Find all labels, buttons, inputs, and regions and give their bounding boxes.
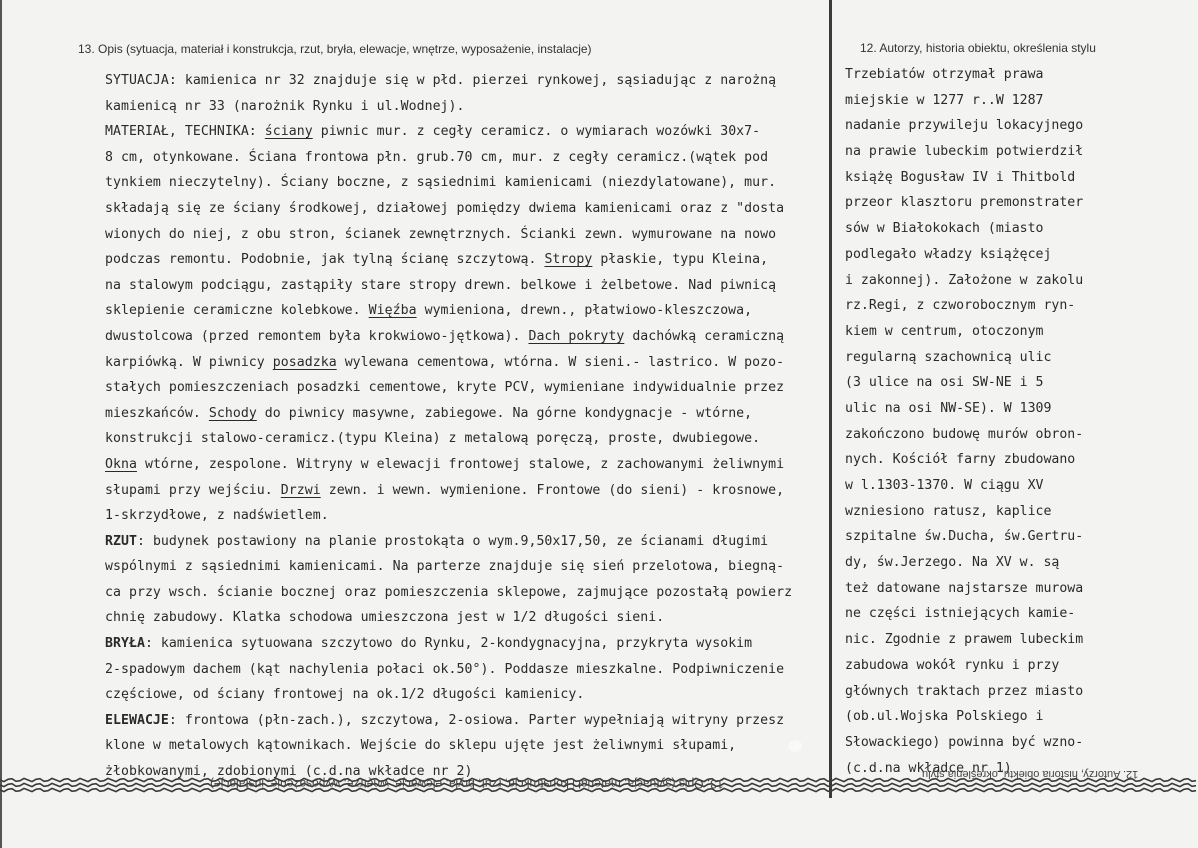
description-line <box>105 631 821 657</box>
description-line <box>105 196 821 222</box>
section-label: BRYŁA <box>105 636 145 652</box>
text-run: tynkiem nieczytelny). Ściany boczne, z sąsiednimi kamienicami (niezdylatowane), mur. <box>105 175 777 191</box>
history-section-header: 12. Autorzy, historia obiektu, określenia stylu <box>860 41 1096 55</box>
history-text-block <box>845 62 1145 781</box>
paper-smudge <box>788 740 802 752</box>
description-line <box>105 657 821 683</box>
history-line: ne części istniejących kamie- <box>845 606 1076 622</box>
text-run: częściowe, od ściany frontowej na ok.1/2 długości kamienicy. <box>105 687 585 703</box>
text-run: dachówką ceramiczną <box>624 328 785 344</box>
description-line <box>105 222 821 248</box>
history-line: nadanie przywileju lokacyjnego <box>845 118 1084 134</box>
description-line <box>105 554 821 580</box>
history-line: (3 ulice na osi SW-NE i 5 <box>845 375 1044 391</box>
text-run: wionych do niej, z obu stron, ścianek zewnętrznych. Ścianki zewn. wymurowane na nowo <box>105 226 777 242</box>
history-line: rz.Regi, z czworobocznym ryn- <box>845 298 1076 314</box>
text-run: SYTUACJA: kamienica nr 32 znajduje się w płd. pierzei rynkowej, sąsiadując z narożną <box>105 73 777 88</box>
text-run: 8 cm, otynkowane. Ściana frontowa płn. grub.70 cm, mur. z cegły ceramicz.(wątek pod <box>105 149 769 165</box>
text-run: do piwnicy masywne, zabiegowe. Na górne kondygnacje - wtórne, <box>256 405 753 421</box>
description-line <box>105 426 821 452</box>
history-line: w l.1303-1370. W ciągu XV <box>845 478 1044 493</box>
underlined-term: Stropy <box>544 252 593 268</box>
text-run: konstrukcji stalowo-ceramicz.(typu Kleina) z metalową poręczą, proste, dwubiegowe. <box>105 431 761 447</box>
text-run: wspólnymi z sąsiednimi kamienicami. Na parterze znajduje się sień przelotowa, biegną- <box>105 559 785 575</box>
history-line: (ob.ul.Wojska Polskiego i <box>845 709 1044 725</box>
text-run: sklepienie ceramiczne kolebkowe. <box>105 303 369 319</box>
text-run: klone w metalowych kątownikach. Wejście do sklepu ujęte jest żeliwnymi słupami, <box>105 738 737 754</box>
description-line <box>105 94 821 120</box>
description-line <box>105 145 821 171</box>
text-run: płaskie, typu Kleina, <box>592 252 769 268</box>
underlined-term: Drzwi <box>280 482 321 498</box>
description-line <box>105 324 821 350</box>
history-line: zabudowa wokół rynku i przy <box>845 657 1060 673</box>
mirrored-history-header: 12. Autorzy, historia obiektu, określenia stylu <box>922 768 1139 780</box>
description-line <box>105 580 821 606</box>
text-run: składają się ze ściany środkowej, działowej pomiędzy dwiema kamienicami oraz z "dosta <box>105 200 785 216</box>
description-section-header: 13. Opis (sytuacja, materiał i konstrukcja, rzut, bryła, elewacje, wnętrze, wyposażenie, instalacje) <box>78 42 592 56</box>
text-run: : kamienica sytuowana szczytowo do Rynku, 2-kondygnacyjna, przykryta wysokim <box>144 636 753 652</box>
history-line: zakończono budowę murów obron- <box>845 426 1084 442</box>
underlined-term: Schody <box>208 405 257 421</box>
description-line <box>105 273 821 299</box>
description-line <box>105 682 821 708</box>
page-left-edge <box>0 0 2 848</box>
description-line <box>105 247 821 273</box>
text-run: wtórne, zespolone. Witryny w elewacji frontowej stalowe, z zachowanymi żeliwnymi <box>136 456 785 472</box>
history-line: dy, św.Jerzego. Na XV w. są <box>845 555 1060 571</box>
history-line: kiem w centrum, otoczonym <box>845 323 1044 339</box>
underlined-term: ściany <box>264 124 313 140</box>
description-line <box>105 119 821 145</box>
history-line: ulic na osi NW-SE). W 1309 <box>845 400 1052 416</box>
history-line: sów w Białokokach (miasto <box>845 221 1044 237</box>
text-run: wylewana cementowa, wtórna. W sieni.- lastrico. W pozo- <box>336 354 785 370</box>
description-line <box>105 452 821 478</box>
underlined-term: Więźba <box>368 303 417 319</box>
history-line: regularną szachownicą ulic <box>845 349 1052 365</box>
text-run: : budynek postawiony na planie prostokąta o wym.9,50x17,50, ze ścianami długimi <box>136 533 769 549</box>
description-line <box>105 478 821 504</box>
history-line: też datowane najstarsze murowa <box>845 580 1084 596</box>
text-run: wymieniona, drewn., płatwiowo-kleszczowa, <box>416 303 753 319</box>
text-run: żłobkowanymi, zdobionymi (c.d.na wkładce nr 2) <box>105 764 473 780</box>
text-run: podczas remontu. Podobnie, jak tylną ścianę szczytową. <box>105 252 545 268</box>
history-line: wzniesiono ratusz, kaplice <box>845 503 1052 519</box>
section-label: RZUT <box>105 533 137 549</box>
description-line <box>105 170 821 196</box>
text-run: chnię zabudowy. Klatka schodowa umieszczona jest w 1/2 długości sieni. <box>105 610 665 626</box>
history-line: książę Bogusław IV i Thitbold <box>845 169 1076 185</box>
history-line: przeor klasztoru premonstrater <box>845 195 1084 211</box>
underlined-term: Dach pokryty <box>528 328 625 344</box>
text-run: karpiówką. W piwnicy <box>105 354 273 370</box>
history-line: szpitalne św.Ducha, św.Gertru- <box>845 529 1084 545</box>
description-line <box>105 350 821 376</box>
history-line: (c.d.na wkładce nr 1) <box>845 760 1012 776</box>
section-label: ELEWACJE <box>105 712 169 728</box>
description-line <box>105 375 821 401</box>
history-line: Słowackiego) powinna być wzno- <box>845 734 1084 750</box>
underlined-term: Okna <box>105 456 137 472</box>
description-line <box>105 68 821 94</box>
history-line: i zakonnej). Założone w zakolu <box>845 272 1084 288</box>
text-run: 2-spadowym dachem (kąt nachylenia połaci ok.50°). Poddasze mieszkalne. Podpiwniczenie <box>105 661 785 677</box>
text-run: zewn. i wewn. wymienione. Frontowe (do sieni) - krosnowe, <box>320 482 785 498</box>
text-run: ca przy wsch. ścianie bocznej oraz pomieszczenia sklepowe, zajmujące pozostałą powierz <box>105 584 793 600</box>
text-run: MATERIAŁ, TECHNIKA: <box>105 124 265 140</box>
underlined-term: posadzka <box>272 354 337 370</box>
text-run: słupami przy wejściu. <box>105 482 281 498</box>
text-run: 1-skrzydłowe, z nadświetlem. <box>105 508 329 524</box>
text-run: piwnic mur. z cegły ceramicz. o wymiarach wozówki 30x7- <box>312 124 761 140</box>
description-line <box>105 503 821 529</box>
history-line: Trzebiatów otrzymał prawa <box>845 67 1044 82</box>
column-divider <box>829 6 832 798</box>
text-run: mieszkańców. <box>105 405 209 421</box>
text-run: dwustolcowa (przed remontem była krokwiowo-jętkowa). <box>105 328 529 344</box>
history-line: nic. Zgodnie z prawem lubeckim <box>845 632 1084 648</box>
history-line: głównych traktach przez miasto <box>845 683 1084 699</box>
history-line: nych. Kościół farny zbudowano <box>845 452 1076 468</box>
description-line <box>105 708 821 734</box>
description-text-block <box>105 68 821 785</box>
description-line <box>105 401 821 427</box>
text-run: kamienicą nr 33 (narożnik Rynku i ul.Wodnej). <box>105 98 465 114</box>
history-line: na prawie lubeckim potwierdził <box>845 144 1084 160</box>
description-line <box>105 605 821 631</box>
description-line <box>105 298 821 324</box>
mirrored-description-header: 13. Opis (sytuacja, materiał i konstrukcja, rzut, bryła, elewacje, wnętrze, wyposażenie, instalacje) <box>210 777 724 791</box>
text-run: : frontowa (płn-zach.), szczytowa, 2-osiowa. Parter wypełniają witryny przesz <box>168 712 785 728</box>
history-line: podlegało władzy książęcej <box>845 246 1052 262</box>
description-line <box>105 733 821 759</box>
description-line <box>105 529 821 555</box>
text-run: stałych pomieszczeniach posadzki cementowe, kryte PCV, wymieniane indywidualnie przez <box>105 380 785 396</box>
history-line: miejskie w 1277 r..W 1287 <box>845 92 1044 108</box>
text-run: na stalowym podciągu, zastąpiły stare stropy drewn. belkowe i żelbetowe. Nad piwnicą <box>105 277 777 293</box>
